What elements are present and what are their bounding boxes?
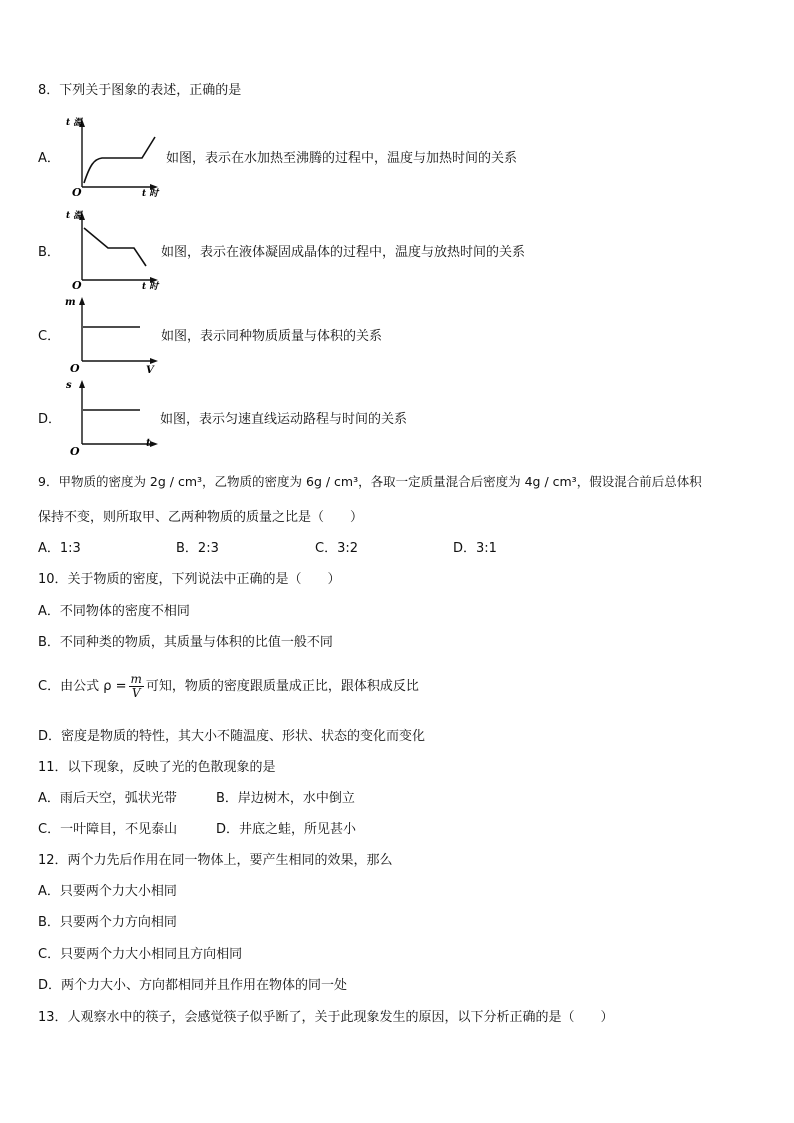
q8-graph-b (62, 208, 162, 290)
q8-graph-d-origin: O (70, 445, 80, 458)
q9-stem-line2: 保持不变，则所取甲、乙两种物质的质量之比是（ ） (38, 510, 364, 525)
q8-graph-b-origin: O (72, 279, 82, 290)
q8-graph-a-x-label: t 时 (142, 189, 159, 197)
q8-graph-c (62, 293, 162, 375)
q8-graph-d-x-label: t (146, 438, 151, 449)
q9-option-a: A．1:3 (38, 541, 81, 556)
q10-option-d: D．密度是物质的特性，其大小不随温度、形状、状态的变化而变化 (38, 729, 426, 744)
q12-option-c: C．只要两个力大小相同且方向相同 (38, 947, 243, 962)
q12-option-d: D．两个力大小、方向都相同并且作用在物体的同一处 (38, 978, 348, 993)
formula-denominator: V (131, 686, 141, 700)
q10-option-c-prefix: C．由公式 ρ = (38, 679, 127, 694)
q8-graph-c-y-label: m (65, 297, 76, 308)
q10-option-a: A．不同物体的密度不相同 (38, 604, 190, 619)
q12-option-b: B．只要两个力方向相同 (38, 915, 177, 930)
q10-option-c-suffix: 可知，物质的密度跟质量成正比，跟体积成反比 (145, 679, 419, 694)
q8-graph-b-x-label: t 时 (142, 282, 159, 290)
q8-graph-a-y-label: t 温 (66, 118, 83, 128)
q8-graph-d (62, 376, 162, 458)
q8-graph-c-origin: O (70, 362, 80, 375)
formula-numerator: m (130, 672, 142, 686)
q8-option-a-label: A． (38, 151, 60, 166)
density-formula (129, 673, 144, 700)
q11-option-b: B．岸边树木，水中倒立 (216, 791, 355, 806)
q11-stem: 11．以下现象，反映了光的色散现象的是 (38, 760, 276, 775)
q8-option-b-desc: 如图，表示在液体凝固成晶体的过程中，温度与放热时间的关系 (161, 245, 526, 260)
q12-option-a: A．只要两个力大小相同 (38, 884, 177, 899)
q11-option-a: A．雨后天空，弧状光带 (38, 791, 177, 806)
q8-option-c-label: C． (38, 329, 61, 344)
q8-option-a-desc: 如图，表示在水加热至沸腾的过程中，温度与加热时间的关系 (166, 151, 518, 166)
q8-option-d-desc: 如图，表示匀速直线运动路程与时间的关系 (160, 412, 408, 427)
q8-graph-b-y-label: t 温 (66, 211, 83, 221)
q9-option-b: B．2:3 (176, 541, 219, 556)
q8-graph-a (62, 115, 162, 197)
q11-option-d: D．井底之蛙，所见甚小 (216, 822, 357, 837)
q12-stem: 12．两个力先后作用在同一物体上，要产生相同的效果，那么 (38, 853, 393, 868)
q9-option-c: C．3:2 (315, 541, 358, 556)
q11-option-c: C．一叶障目，不见泰山 (38, 822, 178, 837)
q10-option-b: B．不同种类的物质，其质量与体积的比值一般不同 (38, 635, 333, 650)
q8-option-d-label: D． (38, 412, 62, 427)
q8-option-c-desc: 如图，表示同种物质质量与体积的关系 (161, 329, 383, 344)
q8-graph-d-y-label: s (66, 380, 72, 391)
q10-option-c (38, 671, 419, 703)
q8-graph-c-x-label: V (146, 365, 154, 375)
q8-graph-a-origin: O (72, 186, 82, 197)
q13-stem: 13．人观察水中的筷子，会感觉筷子似乎断了，关于此现象发生的原因，以下分析正确的是（ ） (38, 1010, 614, 1025)
q9-option-d: D．3:1 (453, 541, 497, 556)
q9-stem-line1: 9．甲物质的密度为 2g / cm³，乙物质的密度为 6g / cm³，各取一定质量混合后密度为 4g / cm³，假设混合前后总体积 (38, 474, 702, 489)
q10-stem: 10．关于物质的密度，下列说法中正确的是（ ） (38, 572, 341, 587)
q8-option-b-label: B． (38, 245, 60, 260)
q8-stem: 8．下列关于图象的表述，正确的是 (38, 83, 242, 98)
